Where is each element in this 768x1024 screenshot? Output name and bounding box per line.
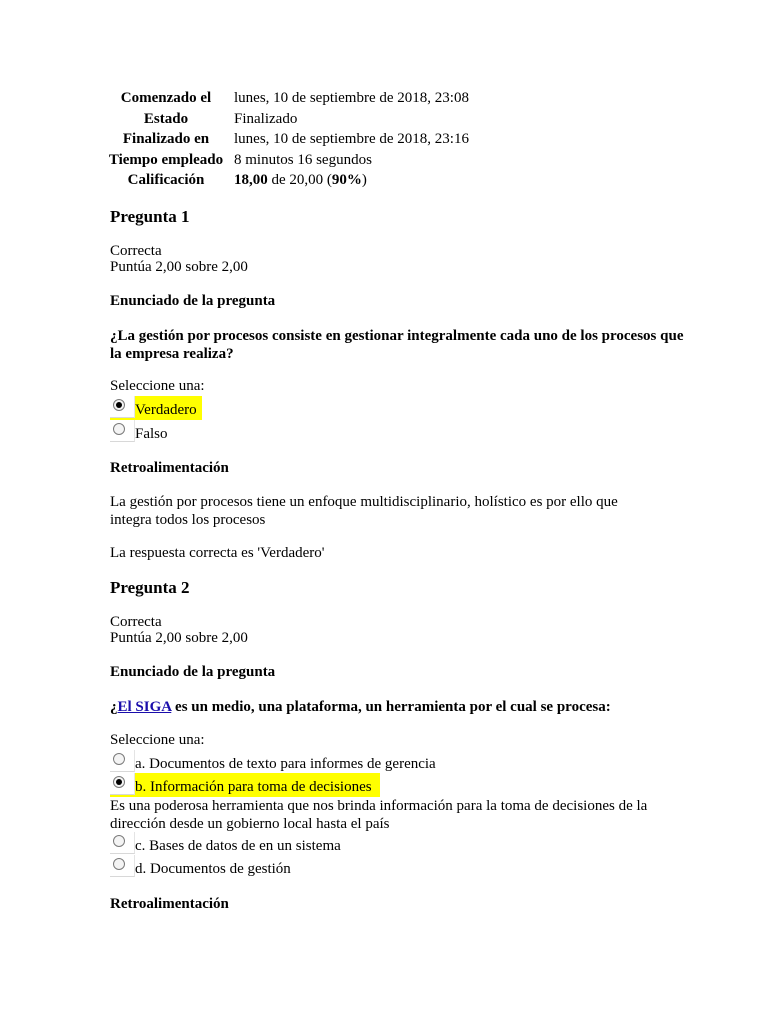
summary-label: Comenzado el [120, 90, 212, 106]
question-2-points: Puntúa 2,00 sobre 2,00 [110, 630, 248, 646]
summary-label: Tiempo empleado [108, 151, 224, 168]
grade-value [234, 170, 469, 191]
summary-label: Estado [143, 110, 189, 127]
option-label: a. Documentos de texto para informes de gerencia [135, 756, 436, 772]
question-2-status: Correcta [110, 614, 162, 630]
question-2-select-label: Seleccione una: [110, 732, 205, 748]
summary-value: 8 minutos 16 segundos [234, 151, 372, 168]
radio-frame [110, 750, 135, 772]
question-1-option-false[interactable] [110, 420, 190, 444]
attempt-summary-table [108, 88, 469, 191]
option-label: c. Bases de datos de en un sistema [135, 838, 341, 854]
summary-row-time [108, 150, 469, 171]
question-2-prefix: ¿ [110, 699, 118, 715]
question-1-statement-label: Enunciado de la pregunta [110, 293, 276, 309]
grade-close: ) [361, 172, 367, 189]
summary-value: Finalizado [234, 110, 298, 127]
question-2-option-a[interactable] [110, 750, 450, 774]
question-2-statement-label: Enunciado de la pregunta [110, 664, 276, 680]
question-1-text: ¿La gestión por procesos consiste en gestionar integralmente cada uno de los procesos que la empresa realiza? [110, 328, 684, 362]
summary-value: lunes, 10 de septiembre de 2018, 23:08 [234, 90, 469, 106]
summary-row-state [108, 109, 469, 130]
question-1-title: Pregunta 1 [110, 207, 190, 226]
question-2-option-feedback: Es una poderosa herramienta que nos brinda información para la toma de decisiones de la dirección desde un gobierno local hasta el país [110, 798, 648, 832]
grade-percent: 90% [331, 172, 362, 189]
summary-row-grade [108, 170, 469, 191]
radio-frame [110, 420, 135, 442]
question-1-feedback: La gestión por procesos tiene un enfoque multidisciplinario, holístico es por ello que integra todos los procesos [110, 494, 618, 528]
question-1-feedback-label: Retroalimentación [110, 460, 229, 476]
question-1-select-label: Seleccione una: [110, 378, 205, 394]
summary-row-started [108, 88, 469, 109]
grade-total: de 20,00 ( [267, 172, 332, 189]
option-label: Verdadero [135, 402, 197, 418]
question-2-text [110, 699, 611, 716]
question-2-feedback-label: Retroalimentación [110, 896, 229, 912]
question-2-option-b[interactable] [110, 773, 380, 797]
question-1-correct-answer: La respuesta correcta es 'Verdadero' [110, 545, 325, 561]
radio-frame [110, 396, 135, 418]
radio-frame [110, 855, 135, 877]
option-label: Falso [135, 426, 168, 442]
question-2-rest: es un medio, una plataforma, un herramienta por el cual se procesa: [171, 699, 611, 715]
question-1-points: Puntúa 2,00 sobre 2,00 [110, 259, 248, 275]
question-1-status: Correcta [110, 243, 162, 259]
question-2-title: Pregunta 2 [110, 578, 190, 597]
summary-label: Calificación [127, 172, 205, 189]
summary-label: Finalizado en [122, 131, 210, 148]
radio-frame [110, 832, 135, 854]
siga-link[interactable]: El SIGA [117, 699, 172, 715]
grade-score: 18,00 [234, 172, 268, 189]
question-2-option-d[interactable] [110, 855, 310, 879]
radio-frame [110, 773, 135, 795]
question-1-option-true[interactable] [110, 396, 202, 420]
summary-row-finished [108, 129, 469, 150]
option-label: d. Documentos de gestión [135, 861, 291, 877]
summary-value: lunes, 10 de septiembre de 2018, 23:16 [234, 131, 469, 148]
option-label: b. Información para toma de decisiones [135, 779, 372, 795]
question-2-option-c[interactable] [110, 832, 360, 856]
